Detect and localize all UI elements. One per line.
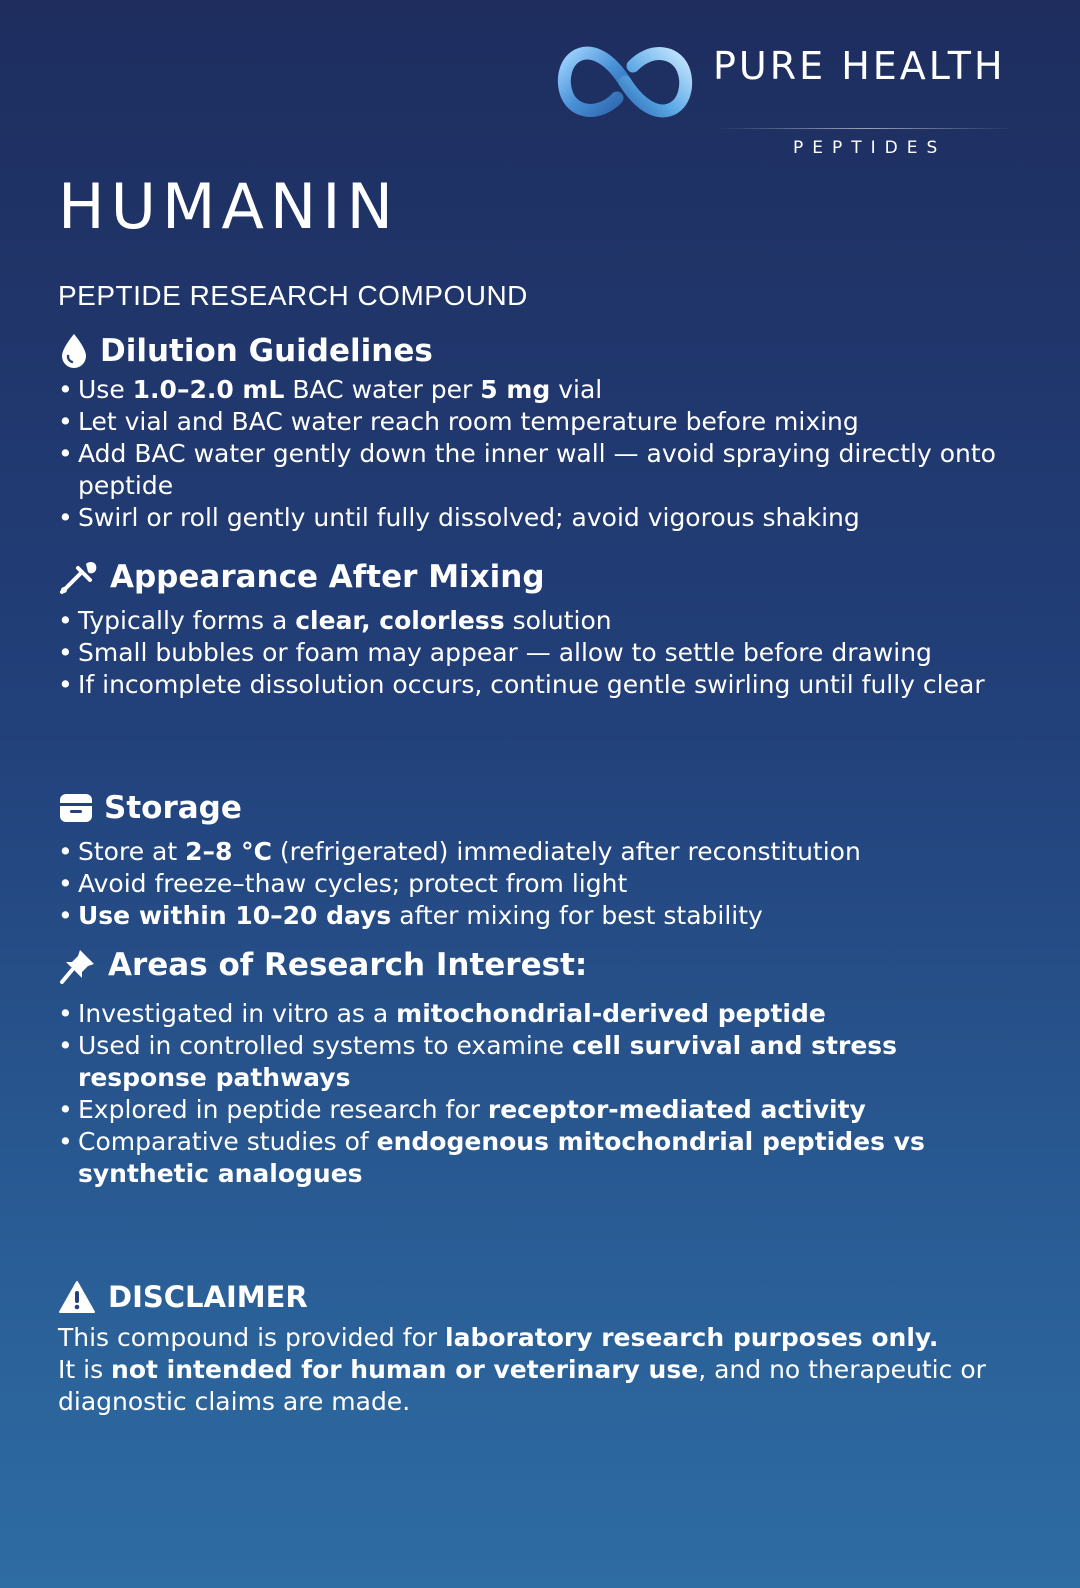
text: Use <box>78 375 133 404</box>
list-item <box>58 637 1018 669</box>
section-heading-label: Areas of Research Interest: <box>108 947 588 983</box>
text: Comparative studies of <box>78 1127 377 1156</box>
section-heading-storage <box>58 790 242 826</box>
list-item <box>58 406 1018 438</box>
brand-divider <box>715 128 1015 129</box>
bold-text: mitochondrial-derived peptide <box>396 999 826 1028</box>
text: If incomplete dissolution occurs, continue gentle swirling until fully clear <box>78 670 985 699</box>
storage-box-icon <box>58 791 94 825</box>
brand-name: PURE HEALTH <box>713 44 1006 88</box>
list-item <box>58 502 1018 534</box>
text: Store at <box>78 837 186 866</box>
pushpin-icon <box>58 946 98 984</box>
dilution-list <box>58 374 1018 534</box>
text: Typically forms a <box>78 606 296 635</box>
disclaimer-heading <box>58 1280 308 1314</box>
list-item <box>58 900 1018 932</box>
list-item <box>58 1094 1018 1126</box>
text: Swirl or roll gently until fully dissolved; avoid vigorous shaking <box>78 503 860 532</box>
section-heading-appearance <box>58 558 545 596</box>
list-item <box>58 1030 1018 1094</box>
bold-text: cell survival and stress response pathways <box>78 1031 898 1092</box>
list-item <box>58 998 1018 1030</box>
text: vial <box>550 375 603 404</box>
section-heading-dilution <box>58 332 433 370</box>
text: solution <box>504 606 612 635</box>
bold-text: 1.0–2.0 mL <box>132 375 285 404</box>
brand-tagline: PEPTIDES <box>793 138 947 158</box>
disclaimer-heading-label: DISCLAIMER <box>108 1280 308 1314</box>
bold-text: receptor-mediated activity <box>487 1095 866 1124</box>
list-item <box>58 605 1018 637</box>
product-subtitle: PEPTIDE RESEARCH COMPOUND <box>58 280 528 311</box>
section-heading-label: Storage <box>104 790 242 826</box>
warning-icon <box>58 1280 96 1314</box>
research-list <box>58 998 1018 1190</box>
infinity-logo-icon <box>555 40 695 124</box>
disclaimer-text <box>58 1322 1038 1418</box>
text: Avoid freeze–thaw cycles; protect from light <box>78 869 628 898</box>
text: This compound is provided for <box>58 1323 446 1352</box>
list-item <box>58 438 1018 502</box>
list-item <box>58 868 1018 900</box>
section-heading-research <box>58 946 587 984</box>
bold-text: not intended for human or veterinary use <box>111 1355 699 1384</box>
list-item <box>58 836 1018 868</box>
text: Explored in peptide research for <box>78 1095 488 1124</box>
section-heading-label: Appearance After Mixing <box>110 559 545 595</box>
appearance-list <box>58 605 1018 701</box>
bold-text: clear, colorless <box>295 606 505 635</box>
storage-list <box>58 836 1018 932</box>
product-title: HUMANIN <box>58 170 399 243</box>
list-item <box>58 1126 1018 1190</box>
text: Used in controlled systems to examine <box>78 1031 572 1060</box>
list-item <box>58 669 1018 701</box>
brand-logo <box>555 40 1035 158</box>
text: after mixing for best stability <box>391 901 763 930</box>
text: , and no therapeutic or diagnostic claims are made. <box>58 1355 986 1416</box>
text: Add BAC water gently down the inner wall — avoid spraying directly onto peptide <box>78 439 996 500</box>
text: BAC water per <box>284 375 481 404</box>
section-heading-label: Dilution Guidelines <box>100 333 433 369</box>
text: Investigated in vitro as a <box>78 999 397 1028</box>
list-item <box>58 374 1018 406</box>
text: It is <box>58 1355 112 1384</box>
text: Small bubbles or foam may appear — allow to settle before drawing <box>78 638 932 667</box>
bold-text: laboratory research purposes only. <box>445 1323 939 1352</box>
bold-text: 2–8 °C <box>185 837 272 866</box>
bold-text: endogenous mitochondrial peptides vs synthetic analogues <box>78 1127 925 1188</box>
text: (refrigerated) immediately after reconstitution <box>271 837 861 866</box>
bold-text: Use within 10–20 days <box>78 901 392 930</box>
text: Let vial and BAC water reach room temperature before mixing <box>78 407 859 436</box>
water-drop-icon <box>58 332 90 370</box>
pipette-icon <box>58 558 100 596</box>
bold-text: 5 mg <box>480 375 551 404</box>
